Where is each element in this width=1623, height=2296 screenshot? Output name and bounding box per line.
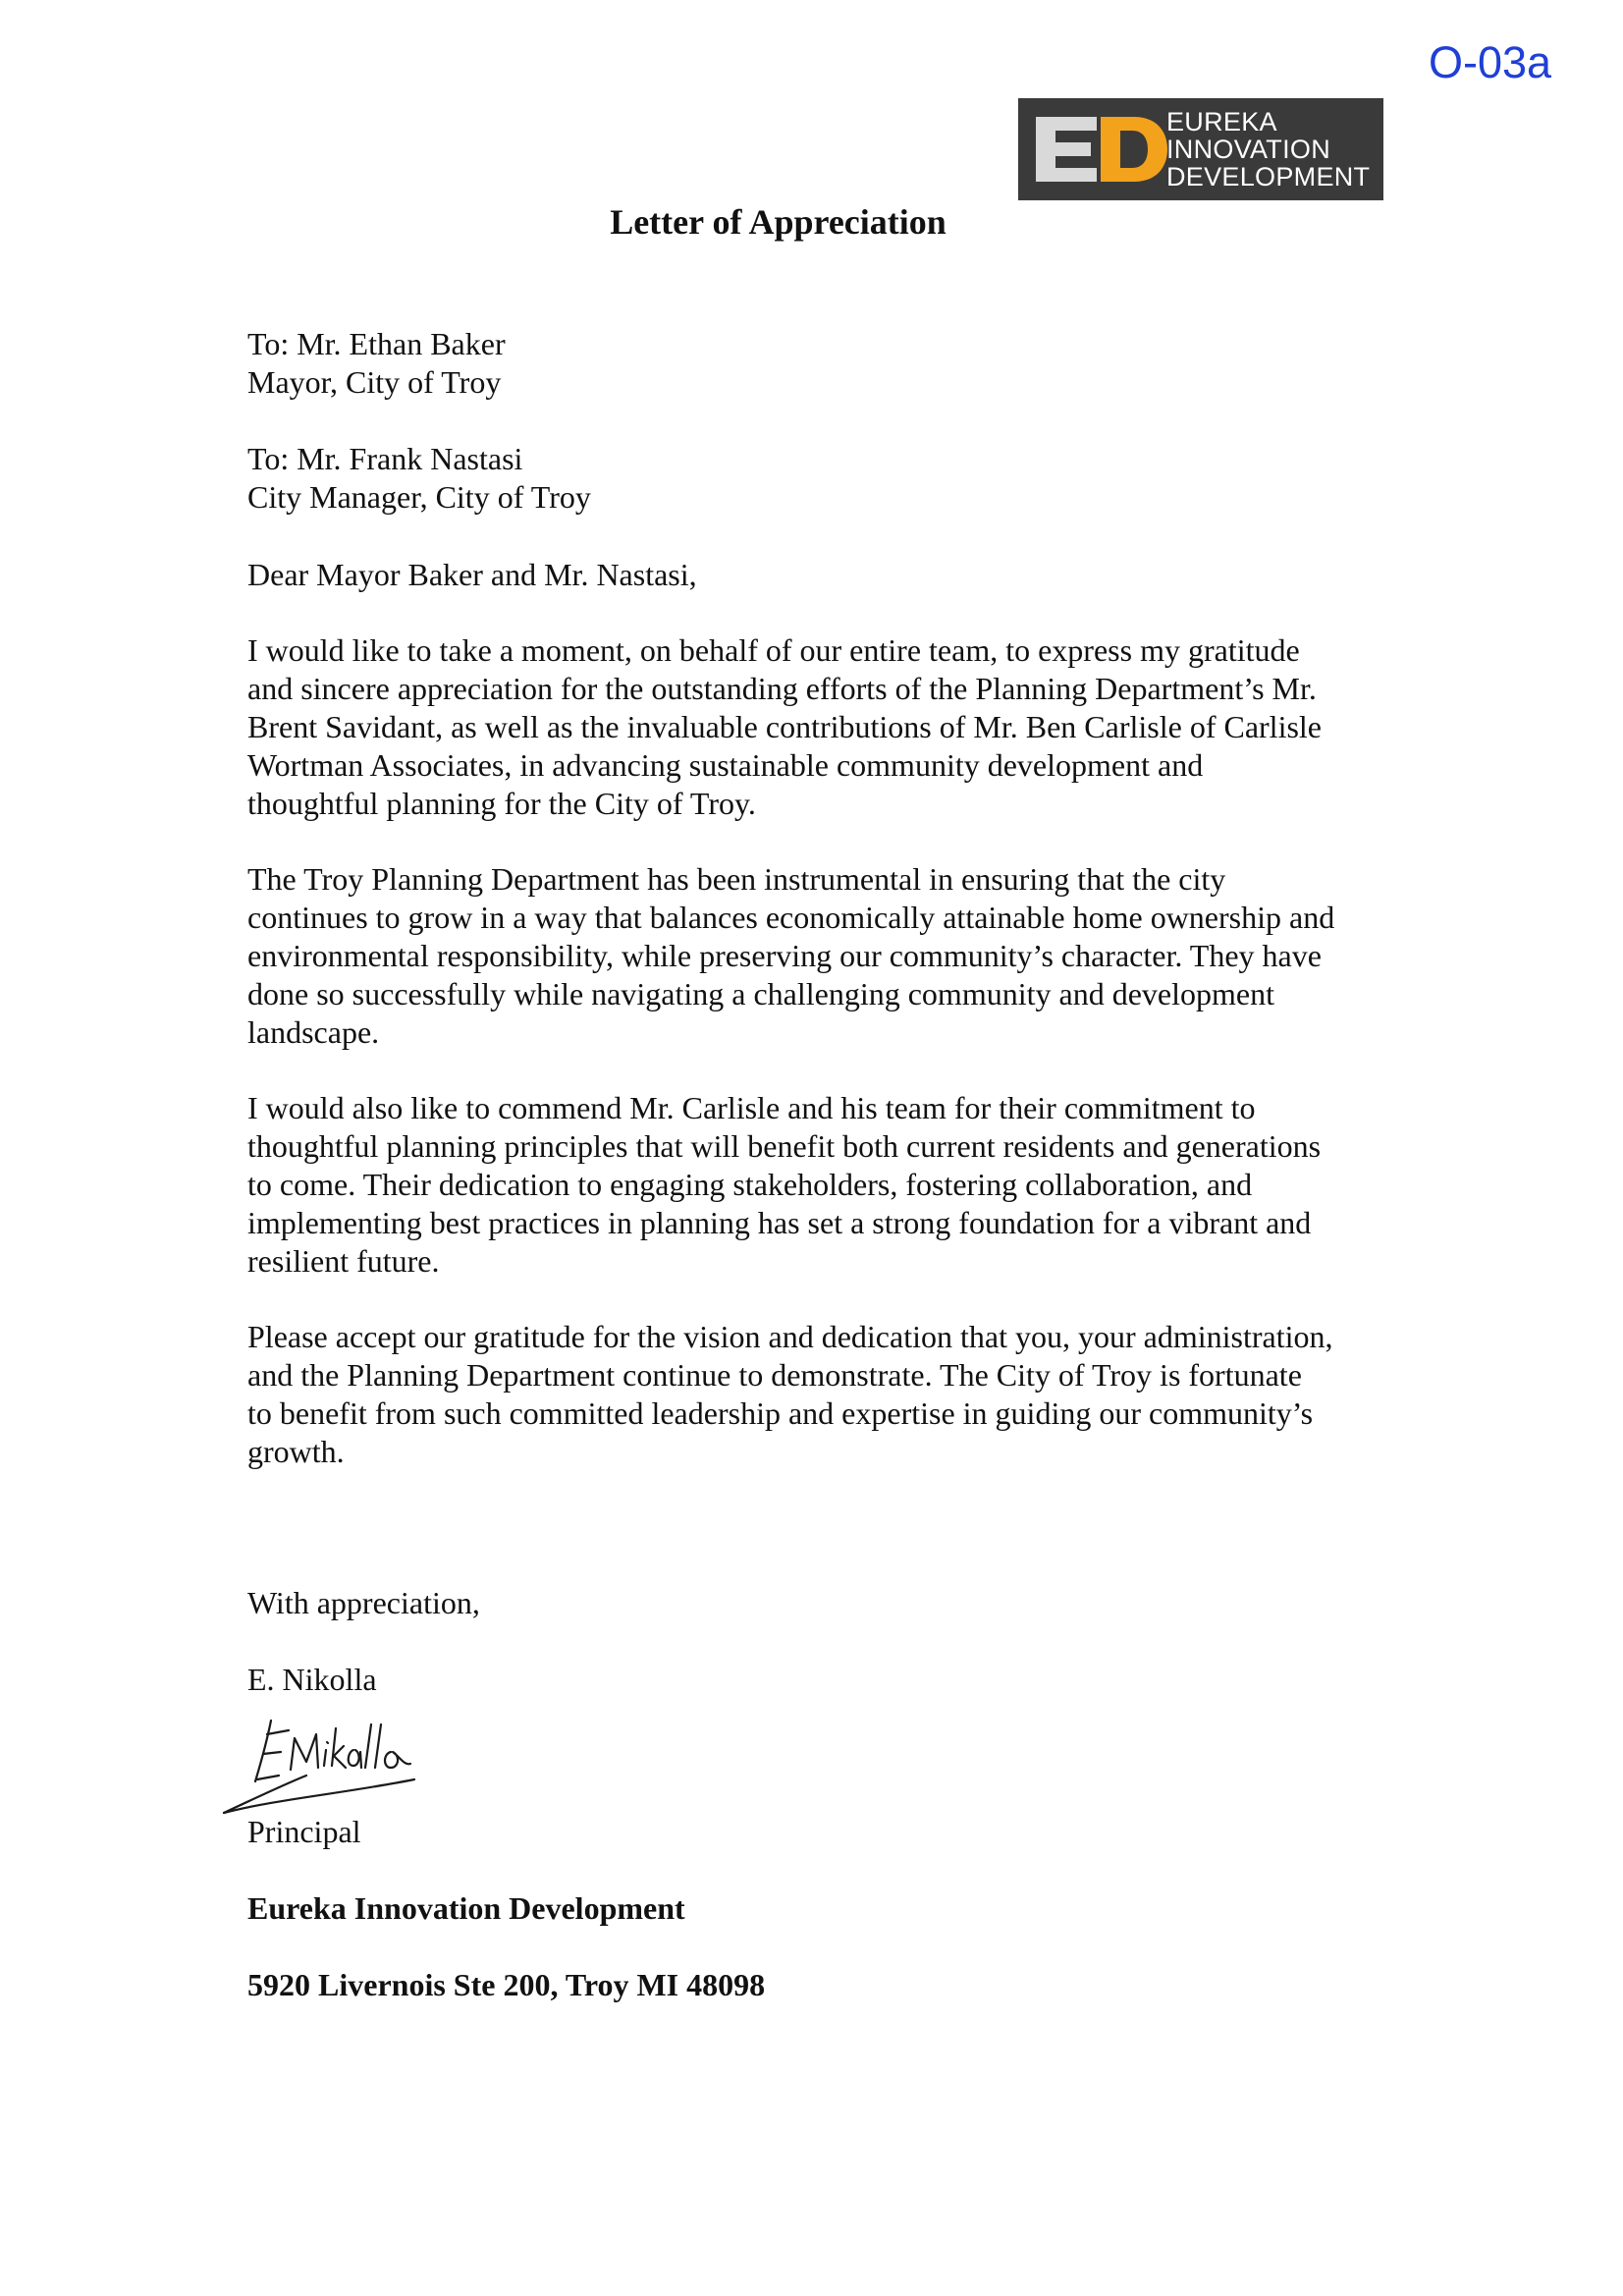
paragraph-2-line: continues to grow in a way that balances economically attainable home ownership and xyxy=(247,900,1335,935)
paragraph-3-line: to come. Their dedication to engaging stakeholders, fostering collaboration, and xyxy=(247,1167,1253,1202)
document-id-label: O-03a xyxy=(1429,37,1552,87)
paragraph-1-line: thoughtful planning for the City of Troy. xyxy=(247,786,756,821)
paragraph-1-line: Wortman Associates, in advancing sustainable community development and xyxy=(247,747,1204,783)
logo-line-3: DEVELOPMENT xyxy=(1166,162,1371,191)
logo-line-1: EUREKA xyxy=(1166,107,1277,137)
paragraph-1-line: and sincere appreciation for the outstanding efforts of the Planning Department’s Mr. xyxy=(247,671,1317,706)
company-logo xyxy=(1018,98,1383,200)
paragraph-2-line: The Troy Planning Department has been instrumental in ensuring that the city xyxy=(247,861,1226,897)
paragraph-4-line: and the Planning Department continue to demonstrate. The City of Troy is fortunate xyxy=(247,1357,1302,1393)
logo-wordmark xyxy=(1166,108,1370,191)
closing: With appreciation, xyxy=(247,1585,480,1620)
paragraph-4-line: growth. xyxy=(247,1434,345,1469)
signer-name: E. Nikolla xyxy=(247,1662,377,1697)
paragraph-2-line: done so successfully while navigating a challenging community and development xyxy=(247,976,1274,1011)
handwritten-signature xyxy=(218,1711,434,1821)
paragraph-3-line: thoughtful planning principles that will benefit both current residents and generations xyxy=(247,1128,1322,1164)
recipient-1-title: Mayor, City of Troy xyxy=(247,364,502,400)
paragraph-3-line: I would also like to commend Mr. Carlisle and his team for their commitment to xyxy=(247,1090,1256,1125)
paragraph-1-line: Brent Savidant, as well as the invaluable contributions of Mr. Ben Carlisle of Carlisle xyxy=(247,709,1322,744)
logo-line-2: INNOVATION xyxy=(1166,135,1331,164)
logo-ed-mark xyxy=(1032,113,1177,186)
recipient-2-title: City Manager, City of Troy xyxy=(247,479,591,515)
salutation: Dear Mayor Baker and Mr. Nastasi, xyxy=(247,557,697,592)
paragraph-4-line: Please accept our gratitude for the vision and dedication that you, your administration, xyxy=(247,1319,1333,1354)
signer-title: Principal xyxy=(247,1814,361,1849)
paragraph-4-line: to benefit from such committed leadership and expertise in guiding our community’s xyxy=(247,1395,1314,1431)
letter-title: Letter of Appreciation xyxy=(610,202,947,242)
paragraph-3-line: resilient future. xyxy=(247,1243,440,1279)
recipient-1-name: To: Mr. Ethan Baker xyxy=(247,326,506,361)
paragraph-1-line: I would like to take a moment, on behalf of our entire team, to express my gratitude xyxy=(247,632,1300,668)
company-name: Eureka Innovation Development xyxy=(247,1890,685,1926)
company-address: 5920 Livernois Ste 200, Troy MI 48098 xyxy=(247,1967,766,2002)
paragraph-3-line: implementing best practices in planning has set a strong foundation for a vibrant and xyxy=(247,1205,1312,1240)
recipient-2-name: To: Mr. Frank Nastasi xyxy=(247,441,523,476)
paragraph-2-line: environmental responsibility, while preserving our community’s character. They have xyxy=(247,938,1322,973)
paragraph-2-line: landscape. xyxy=(247,1014,380,1050)
